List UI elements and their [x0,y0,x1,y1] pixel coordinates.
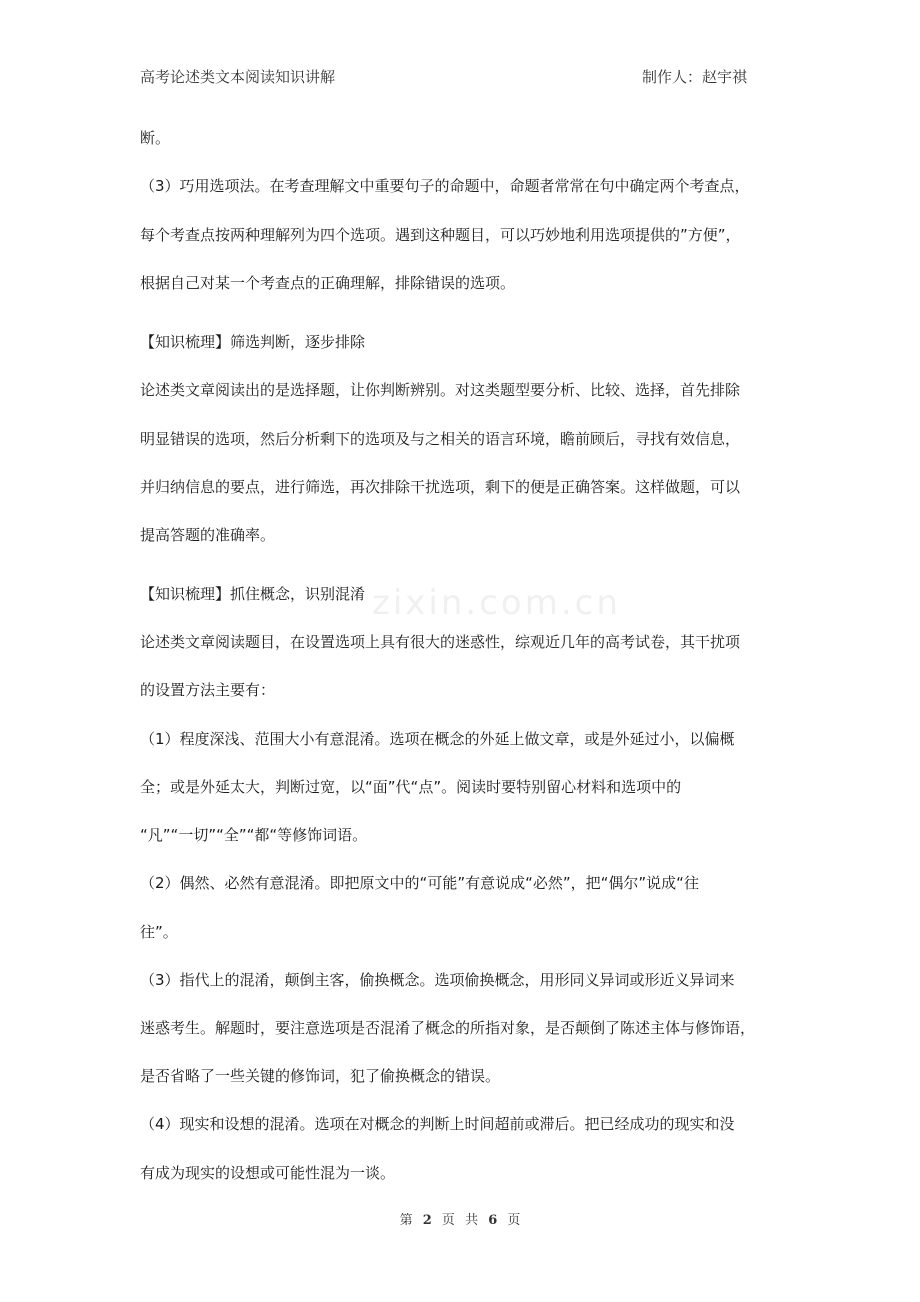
body-line: 有成为现实的设想或可能性混为一谈。 [140,1164,396,1182]
body-line: “凡”“一切”“全”“都“等修饰词语。 [140,826,368,844]
body-line: （4）现实和设想的混淆。选项在对概念的判断上时间超前或滞后。把已经成功的现实和没 [140,1115,735,1133]
body-line: 明显错误的选项，然后分析剩下的选项及与之相关的语言环境，瞻前顾后，寻找有效信息， [140,430,741,448]
body-line: 断。 [140,129,171,147]
page-unit: 页 [441,1213,455,1228]
body-line: 的设置方法主要有： [140,681,276,699]
body-line: 每个考查点按两种理解列为四个选项。遇到这种题目，可以巧妙地利用选项提供的”方便”， [140,226,741,244]
body-line: 往”。 [140,923,178,941]
body-line: 提高答题的准确率。 [140,526,276,544]
body-line: （1）程度深浅、范围大小有意混淆。选项在概念的外延上做文章，或是外延过小，以偏概 [140,730,735,748]
total-label: 共 [465,1213,479,1228]
page-number: 2 [422,1213,432,1228]
body-line: （3）巧用选项法。在考查理解文中重要句子的命题中，命题者常常在句中确定两个考查点， [140,177,750,195]
body-line: （3）指代上的混淆，颠倒主客，偷换概念。选项偷换概念，用形同义异词或形近义异词来 [140,971,735,989]
author-label: 制作人：赵宇祺 [642,68,748,86]
body-line: 并归纳信息的要点，进行筛选，再次排除干扰选项，剩下的便是正确答案。这样做题，可以 [140,478,741,496]
page-footer [0,1209,920,1228]
body-line: 论述类文章阅读出的是选择题，让你判断辨别。对这类题型要分析、比较、选择，首先排除 [140,381,741,399]
page-label: 第 [399,1213,413,1228]
section-heading: 【知识梳理】筛选判断，逐步排除 [140,333,366,351]
total-unit: 页 [507,1213,521,1228]
document-title: 高考论述类文本阅读知识讲解 [140,68,336,86]
body-line: （2）偶然、必然有意混淆。即把原文中的“可能”有意说成“必然”，把“偶尔”说成“往 [140,874,699,892]
watermark-text: zixin.com.cn [372,583,621,623]
body-line: 论述类文章阅读题目，在设置选项上具有很大的迷惑性，综观近几年的高考试卷，其干扰项 [140,633,741,651]
body-line: 根据自己对某一个考查点的正确理解，排除错误的选项。 [140,274,516,292]
total-pages: 6 [488,1213,498,1228]
body-line: 是否省略了一些关键的修饰词，犯了偷换概念的错误。 [140,1067,501,1085]
section-heading: 【知识梳理】抓住概念，识别混淆 [140,585,366,603]
body-line: 全；或是外延太大，判断过宽，以“面”代“点”。阅读时要特别留心材料和选项中的 [140,778,682,796]
body-line: 迷惑考生。解题时，要注意选项是否混淆了概念的所指对象，是否颠倒了陈述主体与修饰语， [140,1019,756,1037]
